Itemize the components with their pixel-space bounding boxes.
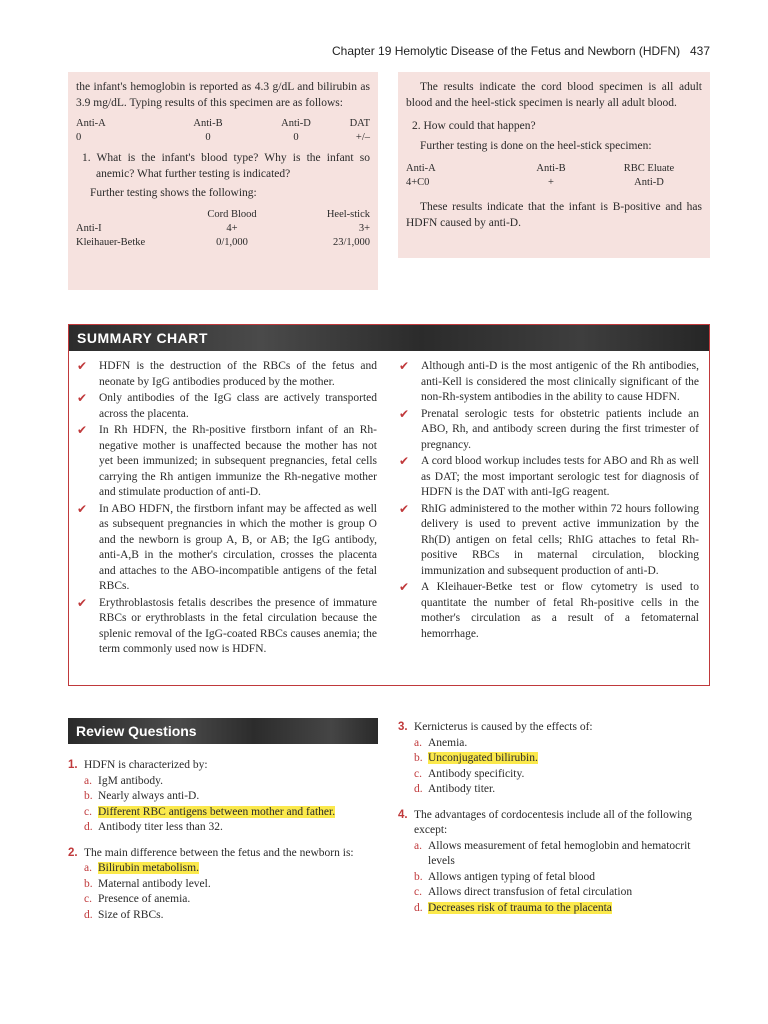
table-cell: 23/1,000 [332,236,370,248]
review-questions-left [68,718,378,923]
review-questions-title: Review Questions [68,718,378,744]
checkmark-icon: ✔ [399,359,410,373]
option-text: Allows measurement of fetal hemoglobin and hematocrit levels [428,839,691,867]
option-text: Decreases risk of trauma to the placenta [428,901,612,914]
option-letter: b. [414,752,423,764]
answer-option [398,885,710,901]
answer-option [398,736,710,752]
answer-option-highlighted [68,861,378,877]
summary-point-text: RhIG administered to the mother within 72 hours following delivery is used to prevent active immunization by the Rh(D) antigen on fetal cells; RhIG attaches to fetal Rh-positive RBCs in maternal circulation, blocking immunization and subsequent production of anti-D. [421,502,699,577]
option-text: Antibody specificity. [428,767,525,780]
table-header: RBC Eluate [623,163,675,174]
option-text: Antibody titer less than 32. [98,821,223,833]
table-cell: Kleihauer-Betke [76,236,146,248]
table-header: Anti-A [76,118,106,129]
checkmark-icon: ✔ [77,391,88,405]
review-question-3 [398,720,710,798]
option-letter: a. [84,774,92,787]
table-cell: Anti-I [76,222,102,234]
table-header: Cord Blood [207,208,257,220]
question-stem [68,846,378,862]
review-question-2 [68,846,378,924]
summary-chart-title: SUMMARY CHART [69,325,709,351]
question-number: 1. [68,759,78,771]
summary-point-text: HDFN is the destruction of the RBCs of the fetus and neonate by IgG antibodies produced by the mother. [99,360,377,388]
summary-column-left [77,359,377,659]
answer-option [68,908,378,924]
summary-point [399,580,699,642]
summary-point-text: A Kleihauer-Betke test or flow cytometry is used to quantitate the number of fetal Rh-positive cells in the mother's circulation as a result of a fetomaternal hemorrhage. [421,581,699,640]
option-letter: a. [84,862,92,874]
answer-option [68,892,378,908]
option-text: Size of RBCs. [98,908,164,921]
option-letter: d. [414,901,423,914]
question-stem [68,758,378,774]
table-cell: +/– [355,132,370,143]
option-text: IgM antibody. [98,774,164,787]
answer-option [68,774,378,790]
summary-point [399,407,699,454]
table-header: Heel-stick [326,208,370,220]
option-text: Allows antigen typing of fetal blood [428,870,596,883]
question-text: The main difference between the fetus and the newborn is: [84,846,354,859]
table-header: Anti-A [406,163,436,174]
question-text: Kernicterus is caused by the effects of: [414,721,593,733]
summary-point-text: Erythroblastosis fetalis describes the presence of immature RBCs or erythroblasts in the fetal circulation because the splenic removal of the IgG-coated RBCs causes anemia; the term commonly used now is HDFN. [99,596,377,655]
case-intro: the infant's hemoglobin is reported as 4.3 g/dL and bilirubin as 3.9 mg/dL. Typing results of this specimen are as follows: [76,81,370,109]
option-text: Unconjugated bilirubin. [428,752,538,764]
question-stem [398,808,710,839]
answer-option [398,782,710,798]
option-letter: c. [84,805,92,818]
question-text: The advantages of cordocentesis include all of the following except: [414,808,692,836]
case-study-box-left [68,72,378,290]
summary-point [77,596,377,658]
table-cell: 4+C0 [406,177,430,188]
summary-point [399,502,699,580]
running-header [0,44,768,64]
checkmark-icon: ✔ [399,580,410,594]
table-header: Anti-B [193,118,223,129]
table-cell: 3+ [358,222,370,234]
option-letter: d. [84,908,93,921]
summary-point [77,423,377,501]
table-cell: 0 [205,132,211,143]
review-question-1 [68,758,378,836]
table-cell: 0/1,000 [216,236,248,248]
answer-option [68,789,378,805]
question-number: 2. [68,846,78,859]
checkmark-icon: ✔ [77,595,88,610]
checkmark-icon: ✔ [77,501,88,516]
further-testing-label: Further testing is done on the heel-stick specimen: [420,139,652,152]
answer-option-highlighted [398,751,710,767]
question-text: HDFN is characterized by: [84,759,208,771]
option-letter: d. [414,783,423,795]
option-letter: b. [84,877,93,890]
summary-point-text: In Rh HDFN, the Rh-positive firstborn infant of an Rh-negative mother is unaffected because the mother has not yet been immunized; in subsequent pregnancies, fetal cells carrying the Rh antigen immunize the Rh-negative mother and stimulate production of anti-D. [99,424,377,498]
option-letter: d. [84,821,93,833]
review-question-4 [398,808,710,917]
option-text: Anemia. [428,736,468,749]
summary-point-text: Although anti-D is the most antigenic of the Rh antibodies, anti-Kell is considered the most clinically significant of the non-Rh-system antibodies in the ability to cause HDFN. [421,360,699,403]
question-stem [398,720,710,736]
answer-option [398,870,710,886]
summary-point [77,391,377,422]
answer-option [68,820,378,836]
option-text: Nearly always anti-D. [98,790,200,802]
further-testing-table [76,208,370,250]
table-cell: Anti-D [634,177,664,188]
table-cell: 0 [76,132,82,143]
checkmark-icon: ✔ [399,501,410,516]
summary-point [77,359,377,390]
case-question-2: 2. How could that happen? [412,120,536,132]
checkmark-icon: ✔ [77,359,88,373]
heel-stick-table [406,162,702,190]
option-letter: b. [84,790,93,802]
option-letter: c. [84,893,92,905]
table-header: Anti-D [281,118,311,129]
answer-option [398,767,710,783]
option-text: Different RBC antigens between mother and father. [98,805,336,818]
table-header: DAT [349,118,370,129]
option-letter: a. [414,736,422,749]
summary-point-text: Prenatal serologic tests for obstetric patients include an ABO, Rh, and antibody screen during the first trimester of pregnancy. [421,407,699,451]
answer-option [398,839,710,870]
table-cell: 4+ [226,222,238,234]
page-number: 437 [689,44,710,58]
answer-option-highlighted [68,805,378,821]
question-number: 3. [398,721,408,733]
case-question-1: 1. What is the infant's blood type? Why is the infant so anemic? What further testing is indicated? [82,152,370,180]
summary-point-text: In ABO HDFN, the firstborn infant may be affected as well as subsequent pregnancies in which the mother is group O and the newborn is group A, B, or AB; the IgG antibody, anti-A,B in the mother's circulation, crosses the placenta and attaches to the ABO-incompatible antigens of the fetal RBCs. [99,502,377,592]
case-study-box-right [398,72,710,258]
summary-column-right [399,359,699,643]
summary-chart [68,324,710,686]
table-cell: + [548,177,554,188]
option-letter: a. [414,839,422,852]
summary-point [399,454,699,501]
typing-table [76,117,370,145]
summary-point-text: A cord blood workup includes tests for ABO and Rh as well as DAT; the most important serologic test for diagnosis of HDFN is the DAT with anti-IgG reagent. [421,455,699,498]
summary-point-text: Only antibodies of the IgG class are actively transported across the placenta. [99,392,377,420]
table-header [76,208,186,222]
option-letter: c. [414,886,422,898]
checkmark-icon: ✔ [399,406,410,421]
chapter-title: Chapter 19 Hemolytic Disease of the Fetus and Newborn (HDFN) [332,44,681,58]
option-text: Bilirubin metabolism. [98,862,199,874]
checkmark-icon: ✔ [77,423,88,437]
summary-point [399,359,699,406]
option-letter: b. [414,870,423,883]
option-text: Allows direct transfusion of fetal circulation [428,886,633,898]
checkmark-icon: ✔ [399,454,410,468]
option-text: Maternal antibody level. [98,877,211,890]
case-result-text: The results indicate the cord blood specimen is all adult blood and the heel-stick specimen is nearly all adult blood. [406,81,702,109]
summary-point [77,502,377,595]
case-conclusion: These results indicate that the infant is B-positive and has HDFN caused by anti-D. [406,201,702,229]
review-questions-right [398,716,710,916]
further-testing-label: Further testing shows the following: [90,187,257,199]
option-text: Antibody titer. [428,783,496,795]
option-text: Presence of anemia. [98,893,191,905]
table-cell: 0 [293,132,299,143]
answer-option [68,877,378,893]
option-letter: c. [414,767,422,780]
answer-option-highlighted [398,901,710,917]
question-number: 4. [398,808,408,821]
table-header: Anti-B [536,163,566,174]
